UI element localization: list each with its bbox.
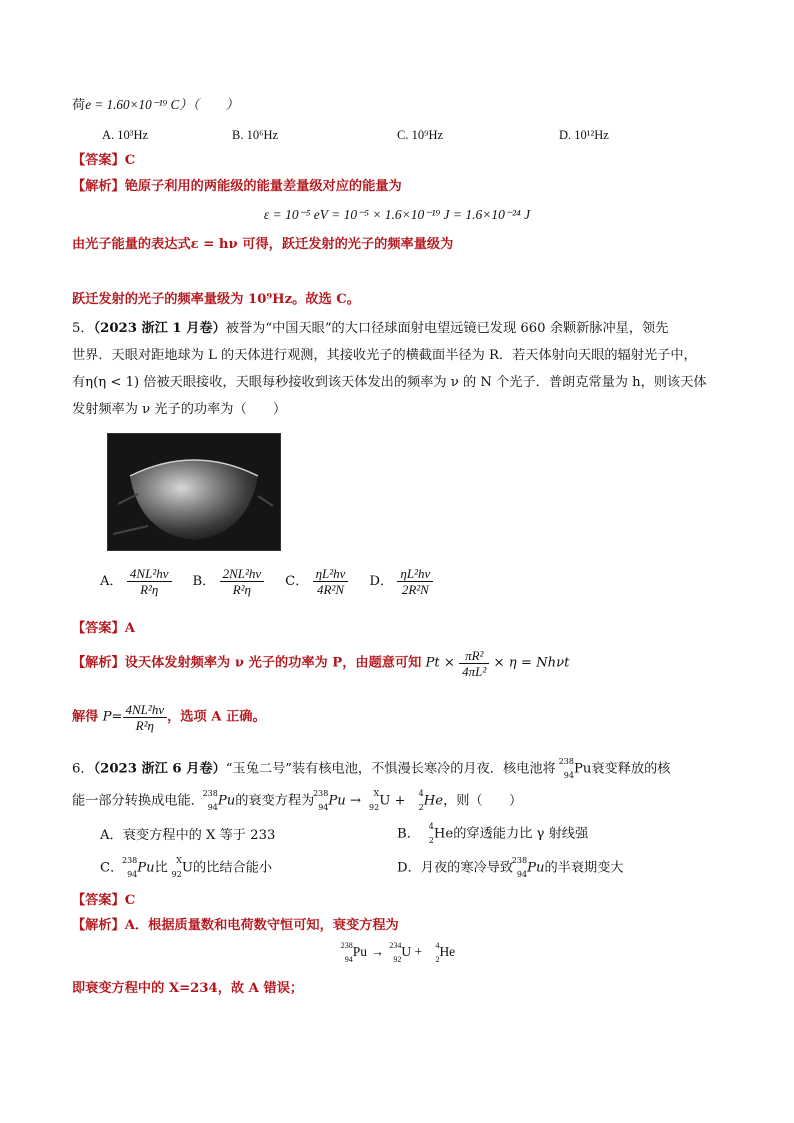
atomic-number: 2 xyxy=(418,803,424,812)
atomic-number: 94 xyxy=(127,870,138,879)
question-source: （2023 浙江 1 月卷） xyxy=(93,321,226,336)
mass-number: 238 xyxy=(122,856,138,865)
q4-energy-formula: ε = 10⁻⁵ eV = 10⁻⁵ × 1.6×10⁻¹⁹ J = 1.6×10⁻²⁴ J xyxy=(263,207,531,222)
analysis-tag: 【解析】 xyxy=(72,179,125,194)
pu-nuclide xyxy=(204,790,218,812)
element-symbol: Pu xyxy=(527,860,545,876)
atomic-number: 94 xyxy=(516,870,528,879)
element-symbol: U xyxy=(181,860,193,876)
q4-option-b xyxy=(232,128,278,143)
mass-number: X xyxy=(373,789,380,798)
element-symbol: He xyxy=(433,826,454,842)
question-text: 衰变释放的核 xyxy=(591,761,671,777)
element-symbol: Pu xyxy=(137,860,155,876)
q4-analysis-line3: 跃迁发射的光子的频率量级为 10⁹Hz。故选 C。 xyxy=(72,292,360,307)
option-label: B． xyxy=(397,826,420,842)
analysis-fraction xyxy=(459,648,489,679)
option-label: D．月夜的寒冷导致 xyxy=(397,860,514,876)
numerator: 4NL²hν xyxy=(123,702,168,718)
analysis-text: 铯原子利用的两能级的能量差量级对应的能量为 xyxy=(124,179,402,194)
q5-stem-line2: 世界．天眼对距地球为 L 的天体进行观测，其接收光子的横截面半径为 R．若天体射向天眼的辐射光子中， xyxy=(72,348,697,363)
atomic-number: 92 xyxy=(171,870,182,879)
u-nuclide xyxy=(365,790,379,812)
option-label: C． xyxy=(100,860,124,876)
mass-number: 238 xyxy=(340,941,353,950)
option-text: 的穿透能力比 γ 射线强 xyxy=(453,826,589,842)
solve-suffix: ，选项 A 正确。 xyxy=(167,709,266,725)
option-text: 的半衰期变大 xyxy=(544,860,624,876)
pu-nuclide xyxy=(339,942,353,964)
question-number: 6． xyxy=(72,761,94,777)
solution-fraction xyxy=(123,702,168,733)
numerator: ηL²hν xyxy=(313,566,349,582)
option-label: A. xyxy=(102,128,115,142)
q6-option-b xyxy=(397,823,588,845)
solve-lhs: P= xyxy=(102,709,123,725)
q4-stem-formula: e = 1.60×10⁻¹⁹ C）（ ） xyxy=(85,97,239,112)
denominator: 4R²N xyxy=(317,582,345,597)
q6-option-c xyxy=(100,857,272,879)
denominator: 4πL² xyxy=(462,664,487,679)
question-text: “玉兔二号”装有核电池，不惧漫长寒冷的月夜．核电池将 xyxy=(225,761,556,777)
option-label: B. xyxy=(232,128,244,142)
pu-nuclide xyxy=(123,857,137,879)
he-nuclide xyxy=(425,942,439,964)
q6-option-a: A．衰变方程中的 X 等于 233 xyxy=(100,828,276,843)
q6-decay-equation: 238 94 Pu → 234 92 U + 4 2 He xyxy=(340,941,456,964)
element-symbol: Pu xyxy=(352,944,368,960)
answer-value: C xyxy=(124,153,136,168)
question-text: 被誉为“中国天眼”的大口径球面射电望远镜已发现 660 余颗新脉冲星，领先 xyxy=(225,321,669,336)
he-nuclide xyxy=(420,823,434,845)
question-text: ，则（ ） xyxy=(443,793,523,809)
analysis-tag: 【解析】 xyxy=(72,655,125,671)
mass-number: 238 xyxy=(313,789,329,798)
option-value: 10³Hz xyxy=(117,128,149,142)
option-value: 10⁹Hz xyxy=(411,128,444,142)
question-number: 5． xyxy=(72,321,94,336)
option-label: C. xyxy=(397,128,409,142)
solve-prefix: 解得 xyxy=(72,709,99,725)
option-label: C． xyxy=(285,574,309,589)
atomic-number: 92 xyxy=(369,803,380,812)
pu-nuclide xyxy=(560,758,574,780)
q5-stem-line1 xyxy=(72,320,668,338)
q6-analysis-line2: 即衰变方程中的 X=234，故 A 错误； xyxy=(72,981,304,996)
option-value: 10⁶Hz xyxy=(246,128,279,142)
equation-left: Pt × xyxy=(425,655,455,671)
question-source: （2023 浙江 6 月卷） xyxy=(93,761,226,777)
pu-nuclide xyxy=(314,790,328,812)
denominator: R²η xyxy=(140,582,159,597)
mass-number: 4 xyxy=(435,941,440,950)
q4-option-c xyxy=(397,128,443,143)
answer-value: A xyxy=(124,621,135,636)
option-label: A． xyxy=(100,574,123,589)
mass-number: 234 xyxy=(389,941,402,950)
q6-stem-line1 xyxy=(72,758,670,780)
option-value: 10¹²Hz xyxy=(574,128,609,142)
pu-nuclide xyxy=(513,857,527,879)
mass-number: 4 xyxy=(428,822,434,831)
dish-image xyxy=(108,434,280,550)
q5-stem-line3: 有η(η < 1) 倍被天眼接收，天眼每秒接收到该天体发出的频率为 ν 的 N 个光子．普朗克常量为 h，则该天体 xyxy=(72,375,707,390)
q5-solution xyxy=(72,702,266,733)
answer-tag: 【答案】 xyxy=(72,621,125,636)
q5-options xyxy=(100,566,433,597)
analysis-tag: 【解析】 xyxy=(72,918,125,933)
mass-number: 4 xyxy=(418,789,424,798)
numerator: ηL²hν xyxy=(397,566,433,582)
element-symbol: Pu xyxy=(217,793,236,809)
option-label: B． xyxy=(192,574,216,589)
he-nuclide xyxy=(410,790,424,812)
q4-option-d xyxy=(559,128,609,143)
answer-tag: 【答案】 xyxy=(72,893,125,908)
q5-option-c-fraction xyxy=(313,566,349,597)
telescope-photo xyxy=(107,433,281,551)
numerator: πR² xyxy=(459,648,489,664)
denominator: 2R²N xyxy=(401,582,429,597)
q4-stem-tail xyxy=(72,96,239,115)
q4-analysis-line2: 由光子能量的表达式ε = hν 可得，跃迁发射的光子的频率量级为 xyxy=(72,237,454,252)
element-symbol: U xyxy=(401,944,412,960)
q4-analysis-line1 xyxy=(72,178,402,196)
element-symbol: U xyxy=(379,793,391,809)
q5-option-a-fraction xyxy=(127,566,172,597)
atomic-number: 2 xyxy=(435,955,440,964)
atomic-number: 94 xyxy=(207,803,218,812)
q6-option-d xyxy=(397,857,624,879)
answer-value: C xyxy=(124,893,136,908)
u-nuclide xyxy=(387,942,401,964)
question-text: 能一部分转换成电能． xyxy=(72,793,204,809)
mass-number: 238 xyxy=(558,757,574,766)
equation-right: × η = Nhνt xyxy=(493,655,570,671)
q6-answer xyxy=(72,892,135,910)
atomic-number: 2 xyxy=(428,836,434,845)
atomic-number: 92 xyxy=(393,955,402,964)
q5-option-d-fraction xyxy=(397,566,433,597)
mass-number: 238 xyxy=(202,789,218,798)
option-label: D． xyxy=(369,574,394,589)
atomic-number: 94 xyxy=(563,771,574,780)
option-text: 比 xyxy=(154,860,168,876)
numerator: 2NL²hν xyxy=(220,566,265,582)
atomic-number: 94 xyxy=(318,803,329,812)
atomic-number: 94 xyxy=(344,955,353,964)
analysis-text: A．根据质量数和电荷数守恒可知，衰变方程为 xyxy=(124,918,399,933)
mass-number: X xyxy=(176,856,182,865)
q4-answer xyxy=(72,152,135,170)
element-symbol: Pu xyxy=(573,761,592,777)
q4-option-a xyxy=(102,128,148,143)
u-nuclide xyxy=(168,857,182,879)
element-symbol: He xyxy=(439,944,456,960)
q6-stem-line2: 能一部分转换成电能． 238 94 Pu的衰变方程为 238 94 Pu → X 92 U + 4 2 He，则（ ） xyxy=(72,789,523,812)
denominator: R²η xyxy=(232,582,251,597)
element-symbol: He xyxy=(423,793,444,809)
numerator: 4NL²hν xyxy=(127,566,172,582)
question-text: 的衰变方程为 xyxy=(235,793,315,809)
option-label: D. xyxy=(559,128,572,142)
q5-stem-line4: 发射频率为 ν 光子的功率为（ ） xyxy=(72,402,287,417)
q4-stem-prefix: 荷 xyxy=(72,98,86,113)
denominator: R²η xyxy=(135,718,154,733)
answer-tag: 【答案】 xyxy=(72,153,125,168)
q5-analysis xyxy=(72,648,569,679)
q5-option-b-fraction xyxy=(220,566,265,597)
mass-number: 238 xyxy=(511,856,528,865)
q5-answer xyxy=(72,620,135,638)
q6-analysis-line1 xyxy=(72,917,399,935)
analysis-text: 设天体发射频率为 ν 光子的功率为 P，由题意可知 xyxy=(124,655,422,671)
element-symbol: Pu xyxy=(328,793,346,809)
option-text: 的比结合能小 xyxy=(192,860,273,876)
